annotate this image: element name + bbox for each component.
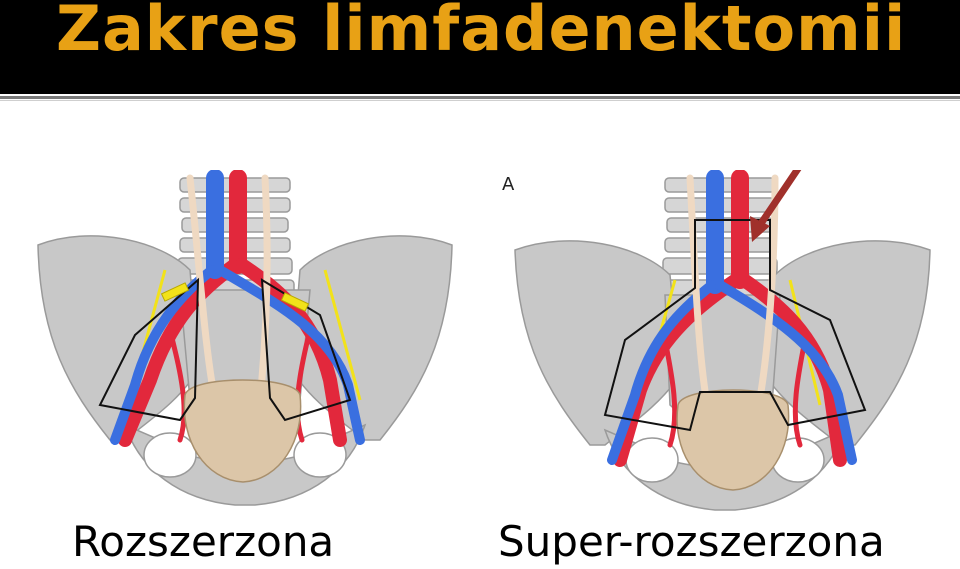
left-pelvis-illustration xyxy=(30,170,460,515)
left-caption: Rozszerzona xyxy=(72,517,335,566)
divider-line-light xyxy=(0,100,960,101)
page-title: Zakres limfadenektomii xyxy=(56,0,907,65)
right-caption: Super-rozszerzona xyxy=(498,517,885,566)
divider-line xyxy=(0,96,960,99)
right-pelvis-illustration xyxy=(500,170,930,515)
panel-label: A xyxy=(502,174,515,195)
title-bar xyxy=(0,0,960,94)
